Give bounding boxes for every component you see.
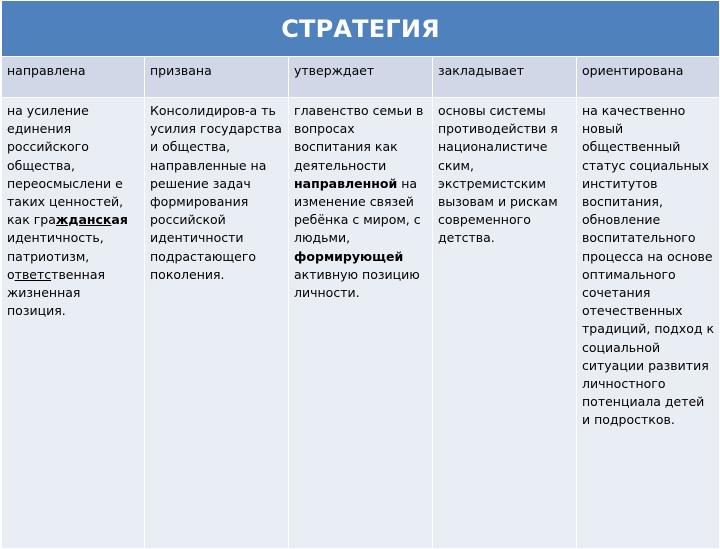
table-cell-zakladyvaet [433,98,577,549]
cell-text-fragment: Консолидиров-а ть усилия государства и общества, направленные на решение задач формирования российской идентичности подрастающего поколения. [150,103,282,282]
cell-text-fragment: твенная жизненная позиция. [7,266,106,319]
cell-text-fragment: формирующей [294,248,404,264]
column-header-orientirovana: ориентирована [577,57,720,98]
table-cell-utverzhdaet [289,98,433,549]
cell-text-fragment: основы системы противодействи я националистиче ским, экстремистским вызовам и рискам современного детства. [438,103,558,246]
cell-text-fragment: идентичность, патриотизм, о [7,230,104,282]
cell-text-fragment: главенство семьи в вопросах воспитания как деятельности [294,103,424,173]
cell-text-fragment: на изменение связей ребёнка с миром, с людьми, [294,175,421,246]
title-row [2,1,720,57]
cell-text-fragment: направленной [294,175,398,191]
cell-text-fragment: ая [111,212,128,228]
column-header-utverzhdaet: утверждает [289,57,433,98]
cell-text-fragment: на качественно новый общественный статус социальных институтов воспитания, обновление воспитательного процесса на основе оптимального сочетания отечественных традиций, подход к социальной ситуации развития личностного потенциала детей и подростков. [582,103,715,428]
column-header-napravlena: направлена [2,57,145,98]
cell-text-fragment: жданск [55,212,112,228]
cell-text-fragment: активную позицию личности. [294,266,420,301]
cell-text-fragment: тветс [14,266,52,282]
column-header-zakladyvaet: закладывает [433,57,577,98]
column-header-prizvana: призвана [145,57,289,98]
table-cell-orientirovana [577,98,720,549]
table-cell-prizvana [145,98,289,549]
cell-text-fragment: гра [33,212,56,228]
table-title: СТРАТЕГИЯ [2,1,720,57]
strategy-table [1,0,720,549]
table-cell-napravlena [2,98,145,549]
header-row [2,57,720,98]
cell-text-fragment: на усиление единения российского общества, переосмыслени е таких ценностей, как [7,103,124,228]
content-row [2,98,720,549]
